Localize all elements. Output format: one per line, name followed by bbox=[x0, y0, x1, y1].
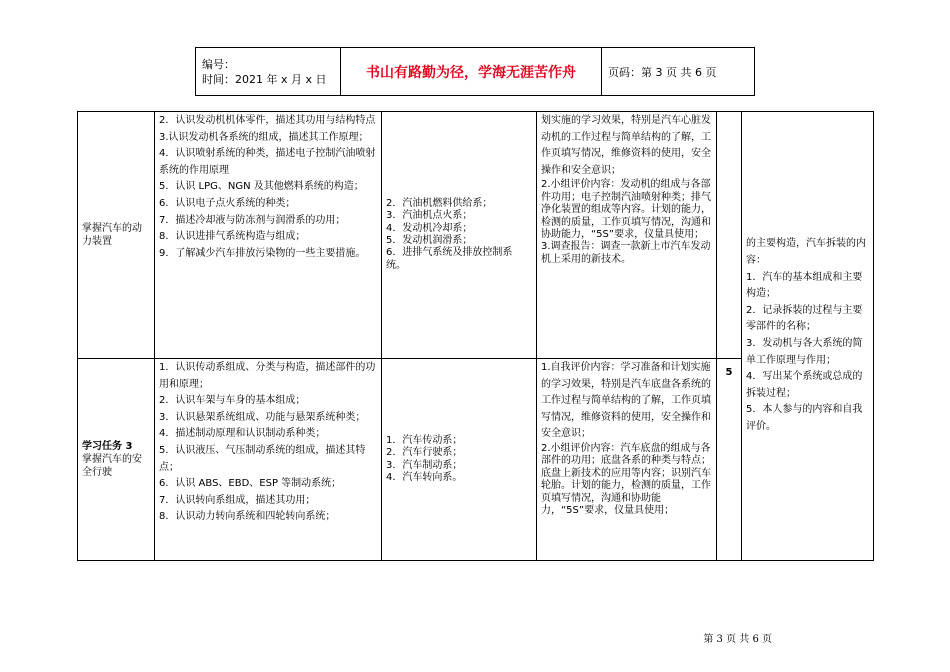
objective-item: 7．描述冷却液与防冻剂与润滑系的功用； bbox=[159, 214, 346, 226]
task-cell bbox=[78, 112, 155, 359]
content-item: 3．汽车制动系； bbox=[386, 459, 463, 471]
task-desc: 掌握汽车的安全行驶 bbox=[82, 454, 142, 478]
number-label: 编号： bbox=[202, 57, 235, 71]
objective-item: 3.认识发动机各系统的组成，描述其工作原理； bbox=[159, 131, 369, 143]
contents-cell bbox=[382, 359, 537, 561]
objective-item: 5．认识液压、气压制动系统的组成，描述其特点； bbox=[159, 444, 366, 473]
evaluation-item: 2.小组评价内容：汽车底盘的组成与各部件的功用；底盘各系的种类与特点；底盘上新技术的应用等内容；识别汽车轮胎。计划的能力，检测的质量，工作页填写情况，沟通和协助能力，“5S”要求，仪量具使用； bbox=[541, 442, 711, 516]
task-cell bbox=[78, 359, 155, 561]
evaluation-cell bbox=[537, 112, 717, 359]
content-item: 3．汽油机点火系； bbox=[386, 210, 473, 222]
page-footer: 第 3 页 共 6 页 bbox=[703, 634, 772, 645]
content-item: 2．汽油机燃料供给系； bbox=[386, 197, 493, 209]
content-item: 4．汽车转向系。 bbox=[386, 471, 463, 483]
evaluation-item: 2.小组评价内容：发动机的组成与各部件功用；电子控制汽油喷射种类；排气净化装置的组成等内容。计划的能力，检测的质量，工作页填写情况，沟通和协助能力，“5S”要求，仪量具使用； bbox=[541, 179, 711, 240]
objective-item: 8．认识动力转向系统和四轮转向系统； bbox=[159, 511, 336, 523]
content-item: 4．发动机冷却系； bbox=[386, 222, 473, 234]
objective-item: 2．认识发动机机体零件，描述其功用与结构特点 bbox=[159, 115, 376, 126]
objective-item: 8．认识进排气系统构造与组成； bbox=[159, 231, 306, 243]
requirement-item: 5．本人参与的内容和自我评价。 bbox=[746, 404, 863, 432]
table-row bbox=[78, 112, 874, 359]
objectives-cell bbox=[155, 359, 382, 561]
score-cell bbox=[717, 112, 742, 359]
header-meta bbox=[196, 48, 341, 96]
objective-item: 1．认识传动系组成、分类与构造，描述部件的功用和原理； bbox=[159, 362, 376, 390]
requirement-item: 的主要构造，汽车拆装的内容： bbox=[746, 238, 866, 267]
objective-item: 4．认识喷射系统的种类，描述电子控制汽油喷射系统的作用原理 bbox=[159, 148, 376, 176]
report-requirements-cell bbox=[742, 112, 874, 561]
objective-item: 3．认识悬架系统组成、功能与悬架系统种类； bbox=[159, 411, 366, 423]
objective-item: 7．认识转向系组成，描述其功用； bbox=[159, 494, 316, 506]
content-item: 2．汽车行驶系； bbox=[386, 447, 463, 459]
requirement-item: 2．记录拆装的过程与主要零部件的名称； bbox=[746, 304, 863, 333]
time-label: 时间：2021 年 x 月 x 日 bbox=[202, 72, 327, 86]
evaluation-item: 1.自我评价内容：学习准备和计划实施的学习效果，特别是汽车底盘各系统的工作过程与简单结构的了解，工作页填写情况，维修资料的使用，安全操作和安全意识； bbox=[541, 362, 711, 440]
objective-item: 2．认识车架与车身的基本组成； bbox=[159, 395, 306, 407]
objectives-cell bbox=[155, 112, 382, 359]
requirement-item: 1．汽车的基本组成和主要构造； bbox=[746, 271, 863, 300]
evaluation-item: 划实施的学习效果，特别是汽车心脏发动机的工作过程与简单结构的了解，工作页填写情况，维修资料的使用，安全操作和安全意识； bbox=[541, 115, 711, 176]
score-cell: 5 bbox=[717, 359, 742, 561]
objective-item: 9．了解减少汽车排放污染物的一些主要措施。 bbox=[159, 247, 366, 259]
course-table bbox=[77, 111, 874, 561]
task-title: 学习任务 3 bbox=[82, 441, 133, 452]
page-label: 页码：第 3 页 共 6 页 bbox=[602, 48, 755, 96]
contents-cell bbox=[382, 112, 537, 359]
requirement-item: 3．发动机与各大系统的简单工作原理与作用； bbox=[746, 338, 863, 366]
objective-item: 6．认识 ABS、EBD、ESP 等制动系统； bbox=[159, 478, 342, 490]
header-table bbox=[195, 47, 755, 96]
content-item: 1．汽车传动系； bbox=[386, 434, 463, 446]
evaluation-item: 3.调查报告：调查一款新上市汽车发动机上采用的新技术。 bbox=[541, 241, 711, 265]
objective-item: 4．描述制动原理和认识制动系种类； bbox=[159, 428, 326, 440]
objective-item: 5．认识 LPG、NGN 及其他燃料系统的构造； bbox=[159, 181, 364, 193]
objective-item: 6．认识电子点火系统的种类； bbox=[159, 197, 296, 209]
requirement-item: 4．写出某个系统或总成的拆装过程； bbox=[746, 371, 863, 399]
content-item: 6．进排气系统及排放控制系统。 bbox=[386, 247, 513, 271]
task-desc: 掌握汽车的动力装置 bbox=[82, 223, 142, 247]
content-item: 5．发动机润滑系； bbox=[386, 235, 473, 246]
motto: 书山有路勤为径，学海无涯苦作舟 bbox=[341, 48, 602, 96]
evaluation-cell bbox=[537, 359, 717, 561]
